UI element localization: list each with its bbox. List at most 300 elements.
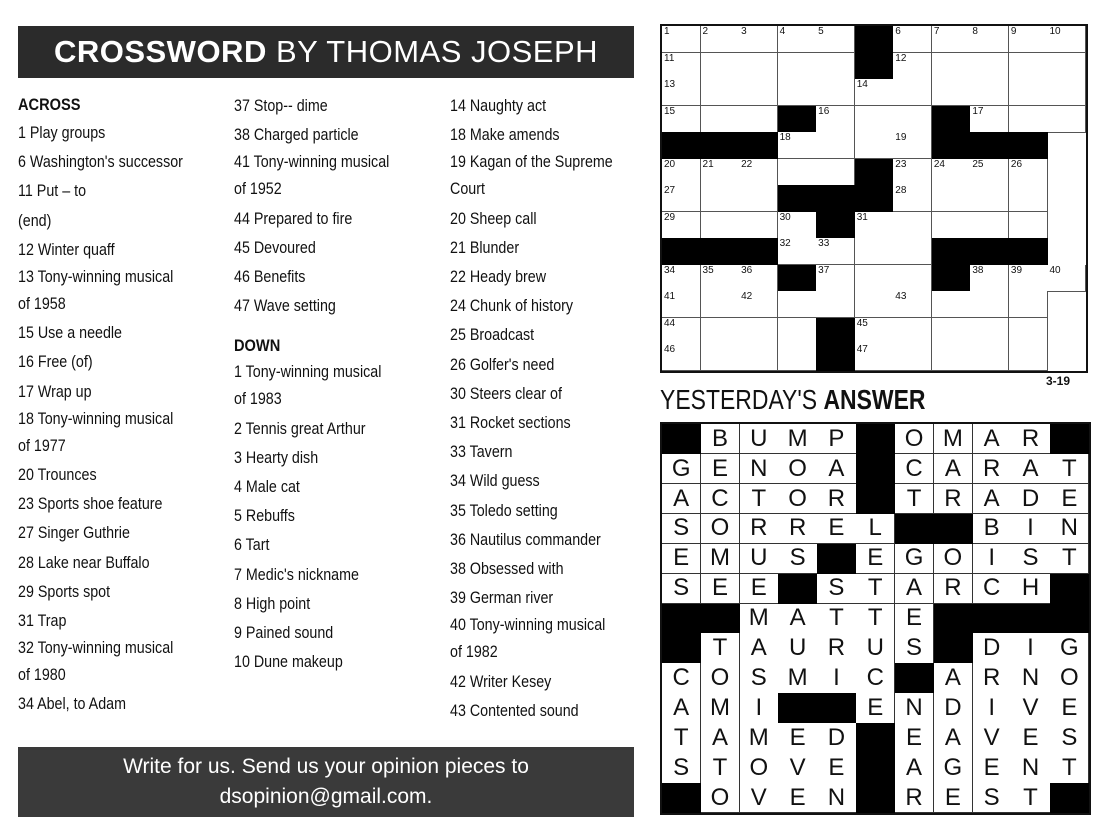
clue-item: 5 Rebuffs [234, 506, 295, 526]
answer-black-square [778, 693, 817, 723]
answer-cell: S [973, 783, 1012, 813]
grid-cell [932, 344, 971, 371]
grid-black-square [701, 238, 740, 265]
answer-cell: M [740, 604, 779, 634]
grid-cell [1047, 53, 1086, 80]
grid-cell [970, 212, 1009, 239]
grid-black-square [970, 132, 1009, 159]
answer-cell: N [1011, 753, 1050, 783]
clue-item: 42 Writer Kesey [450, 671, 552, 691]
answer-black-square [1050, 604, 1089, 634]
grid-black-square [739, 238, 778, 265]
clue-item: Court [450, 179, 485, 199]
grid-black-square [932, 132, 971, 159]
answer-cell: M [934, 424, 973, 454]
grid-black-square [855, 185, 894, 212]
grid-cell [701, 159, 740, 186]
answer-cell: R [817, 484, 856, 514]
grid-cell [1009, 79, 1048, 106]
grid-cell [662, 212, 701, 239]
answer-cell: S [662, 514, 701, 544]
title-rest: BY THOMAS JOSEPH [266, 34, 599, 69]
grid-cell [893, 79, 932, 106]
answer-cell: S [895, 633, 934, 663]
cell-number: 13 [664, 79, 676, 91]
grid-black-square [778, 185, 817, 212]
grid-cell [701, 185, 740, 212]
cell-number: 46 [664, 344, 676, 356]
cell-number: 45 [856, 317, 868, 329]
answer-cell: G [895, 544, 934, 574]
clue-item: of 1958 [18, 294, 66, 314]
cell-number: 4 [779, 26, 786, 37]
answer-title-bold: ANSWER [823, 384, 926, 415]
answer-cell: O [895, 424, 934, 454]
clue-item: 7 Medic's nickname [234, 564, 359, 584]
clue-item: 25 Broadcast [450, 325, 535, 345]
answer-black-square [1011, 604, 1050, 634]
answer-black-square [856, 723, 895, 753]
answer-cell: R [934, 484, 973, 514]
answer-cell: R [778, 514, 817, 544]
answer-cell: R [1011, 424, 1050, 454]
answer-cell: E [701, 574, 740, 604]
grid-cell [970, 79, 1009, 106]
grid-black-square [855, 159, 894, 186]
clue-item: 28 Lake near Buffalo [18, 552, 150, 572]
clue-item: 20 Sheep call [450, 208, 537, 228]
clue-item: 14 Naughty act [450, 96, 547, 115]
cell-number: 26 [1010, 158, 1023, 170]
grid-cell [662, 159, 701, 186]
grid-cell [893, 26, 932, 53]
grid-cell [739, 79, 778, 106]
grid-black-square [932, 238, 971, 265]
grid-cell [662, 265, 701, 292]
answer-cell: O [701, 783, 740, 813]
cell-number: 24 [933, 158, 945, 170]
clue-item: 12 Winter quaff [18, 239, 115, 259]
grid-cell [778, 132, 817, 159]
grid-cell [778, 159, 817, 186]
cell-number: 43 [895, 291, 907, 303]
grid-cell [893, 265, 932, 292]
answer-black-square [934, 604, 973, 634]
grid-cell [662, 185, 701, 212]
answer-cell: R [817, 633, 856, 663]
footer-line-2: dsopinion@gmail.com. [219, 785, 433, 808]
clue-item: 31 Rocket sections [450, 413, 571, 433]
grid-cell [855, 291, 894, 318]
grid-cell [778, 291, 817, 318]
grid-black-square [701, 132, 740, 159]
clue-item: 30 Steers clear of [450, 383, 562, 403]
clue-item: 44 Prepared to fire [234, 208, 353, 228]
answer-cell: E [778, 723, 817, 753]
clue-item: 2 Tennis great Arthur [234, 418, 366, 438]
grid-cell [662, 106, 701, 133]
answer-cell: T [817, 604, 856, 634]
clue-item: 38 Charged particle [234, 125, 359, 145]
clue-item: 19 Kagan of the Supreme [450, 152, 613, 172]
grid-cell [701, 318, 740, 345]
grid-cell [701, 79, 740, 106]
answer-cell: O [701, 663, 740, 693]
answer-cell: V [740, 783, 779, 813]
grid-cell [1047, 79, 1086, 106]
grid-black-square [662, 132, 701, 159]
grid-cell [662, 344, 701, 371]
grid-cell [778, 318, 817, 345]
grid-black-square [778, 106, 817, 133]
clue-item: 18 Tony-winning musical [18, 408, 174, 428]
cell-number: 31 [856, 211, 868, 223]
grid-cell [1047, 265, 1086, 292]
grid-cell [893, 53, 932, 80]
clue-item: 6 Tart [234, 535, 270, 555]
cell-number: 42 [741, 291, 753, 303]
answer-cell: C [973, 574, 1012, 604]
grid-cell [893, 344, 932, 371]
answer-black-square [662, 424, 701, 454]
answer-cell: N [1050, 514, 1089, 544]
cell-number: 44 [664, 317, 676, 329]
footer-line-1: Write for us. Send us your opinion pieces to [123, 755, 529, 778]
answer-cell: A [934, 723, 973, 753]
grid-cell [816, 53, 855, 80]
grid-cell [1009, 291, 1048, 318]
answer-cell: A [662, 484, 701, 514]
answer-cell: I [817, 663, 856, 693]
grid-cell [739, 53, 778, 80]
cell-number: 9 [1010, 26, 1017, 37]
grid-cell [816, 291, 855, 318]
answer-cell: R [973, 454, 1012, 484]
answer-cell: T [856, 574, 895, 604]
clue-item: 4 Male cat [234, 477, 300, 497]
answer-cell: A [895, 574, 934, 604]
grid-cell [739, 344, 778, 371]
answer-cell: G [1050, 633, 1089, 663]
answer-cell: E [817, 753, 856, 783]
cell-number: 18 [779, 132, 791, 144]
grid-cell [778, 344, 817, 371]
answer-title [660, 384, 926, 416]
answer-cell: R [895, 783, 934, 813]
cell-number: 19 [895, 132, 907, 144]
clue-item: 15 Use a needle [18, 323, 123, 343]
clue-item: 41 Tony-winning musical [234, 152, 390, 172]
grid-cell [778, 79, 817, 106]
clue-item: 17 Wrap up [18, 381, 92, 401]
answer-cell: E [856, 544, 895, 574]
cell-number: 30 [779, 211, 791, 223]
answer-black-square [1050, 424, 1089, 454]
answer-cell: V [1011, 693, 1050, 723]
clue-item: 22 Heady brew [450, 267, 547, 287]
grid-cell [701, 53, 740, 80]
grid-cell [701, 106, 740, 133]
cell-number: 35 [702, 264, 714, 276]
grid-cell [893, 106, 932, 133]
puzzle-date: 3-19 [1046, 374, 1071, 388]
grid-cell [816, 159, 855, 186]
grid-cell [932, 26, 971, 53]
answer-cell: T [1050, 544, 1089, 574]
clue-item: 1 Play groups [18, 123, 106, 142]
grid-cell [1009, 26, 1048, 53]
clue-item: 26 Golfer's need [450, 354, 555, 374]
clue-item: 34 Abel, to Adam [18, 694, 126, 714]
clue-item: 10 Dune makeup [234, 652, 343, 672]
answer-cell: M [701, 693, 740, 723]
cell-number: 11 [664, 52, 675, 64]
grid-cell [970, 185, 1009, 212]
grid-cell [970, 291, 1009, 318]
answer-cell: E [778, 783, 817, 813]
grid-cell [1047, 26, 1086, 53]
cell-number: 39 [1010, 264, 1023, 276]
cell-number: 12 [895, 52, 907, 64]
grid-cell [855, 79, 894, 106]
grid-cell [855, 106, 894, 133]
answer-black-square [1050, 574, 1089, 604]
grid-cell [932, 212, 971, 239]
cell-number: 37 [818, 264, 830, 276]
clue-item: 38 Obsessed with [450, 559, 564, 579]
cell-number: 41 [664, 291, 676, 303]
answer-black-square [662, 783, 701, 813]
grid-cell [970, 106, 1009, 133]
clue-column-1 [18, 91, 214, 719]
answer-black-square [701, 604, 740, 634]
answer-cell: C [662, 663, 701, 693]
grid-black-square [662, 238, 701, 265]
grid-cell [701, 212, 740, 239]
answer-cell: T [740, 484, 779, 514]
answer-cell: S [740, 663, 779, 693]
grid-cell [739, 185, 778, 212]
clue-item: 47 Wave setting [234, 296, 336, 316]
answer-black-square [817, 693, 856, 723]
answer-cell: U [740, 424, 779, 454]
clue-item: 37 Stop-- dime [234, 96, 328, 115]
answer-black-square [934, 633, 973, 663]
answer-title-light: YESTERDAY'S [660, 384, 824, 415]
grid-black-square [816, 185, 855, 212]
clue-column-3 [450, 91, 644, 725]
grid-black-square [855, 53, 894, 80]
grid-cell [855, 344, 894, 371]
answer-cell: S [662, 753, 701, 783]
clue-item: 46 Benefits [234, 267, 306, 287]
answer-cell: B [973, 514, 1012, 544]
grid-black-square [816, 212, 855, 239]
clue-item: 6 Washington's successor [18, 152, 183, 172]
answer-cell: L [856, 514, 895, 544]
answer-cell: I [973, 544, 1012, 574]
cell-number: 32 [779, 238, 791, 250]
answer-cell: S [1050, 723, 1089, 753]
answer-cell: E [895, 604, 934, 634]
grid-cell [932, 53, 971, 80]
answer-black-square [662, 633, 701, 663]
cell-number: 3 [741, 26, 747, 37]
grid-cell [855, 212, 894, 239]
grid-cell [970, 344, 1009, 371]
grid-black-square [855, 26, 894, 53]
crossword-title-banner [18, 26, 634, 78]
grid-cell [739, 159, 778, 186]
answer-cell: E [856, 693, 895, 723]
grid-cell [701, 26, 740, 53]
answer-cell: T [1050, 753, 1089, 783]
cell-number: 21 [702, 158, 714, 170]
answer-cell: E [895, 723, 934, 753]
answer-cell: B [701, 424, 740, 454]
clue-item: 39 German river [450, 588, 554, 608]
grid-cell [893, 318, 932, 345]
answer-black-square [856, 484, 895, 514]
clue-item: 45 Devoured [234, 237, 316, 257]
answer-cell: T [662, 723, 701, 753]
answer-cell: M [778, 663, 817, 693]
answer-cell: T [1050, 454, 1089, 484]
grid-cell [778, 53, 817, 80]
answer-cell: M [740, 723, 779, 753]
answer-cell: S [662, 574, 701, 604]
cell-number: 34 [664, 264, 676, 276]
answer-cell: A [1011, 454, 1050, 484]
answer-cell: I [1011, 514, 1050, 544]
clue-item: 16 Free (of) [18, 352, 93, 372]
cell-number: 47 [856, 344, 868, 356]
answer-cell: I [1011, 633, 1050, 663]
grid-black-square [816, 344, 855, 371]
clue-item: 43 Contented sound [450, 700, 579, 720]
grid-cell [701, 265, 740, 292]
answer-black-square [1050, 783, 1089, 813]
answer-cell: T [895, 484, 934, 514]
answer-cell: C [895, 454, 934, 484]
answer-black-square [895, 514, 934, 544]
answer-cell: R [740, 514, 779, 544]
grid-cell [855, 132, 894, 159]
answer-cell: E [973, 753, 1012, 783]
grid-cell [932, 185, 971, 212]
clue-item: 29 Sports spot [18, 581, 111, 601]
clue-item: 11 Put – to [18, 181, 87, 201]
cell-number: 23 [895, 158, 907, 170]
cell-number: 8 [972, 26, 978, 37]
answer-cell: R [973, 663, 1012, 693]
clue-heading: DOWN [234, 336, 281, 356]
answer-cell: O [701, 514, 740, 544]
answer-black-square [778, 574, 817, 604]
cell-number: 16 [818, 105, 830, 117]
grid-cell [1009, 185, 1048, 212]
answer-cell: U [856, 633, 895, 663]
clue-item: 9 Pained sound [234, 623, 334, 643]
answer-black-square [856, 783, 895, 813]
answer-black-square [856, 424, 895, 454]
cell-number: 17 [972, 105, 984, 117]
grid-cell [855, 318, 894, 345]
grid-cell [855, 238, 894, 265]
answer-cell: A [817, 454, 856, 484]
grid-cell [970, 53, 1009, 80]
answer-cell: A [895, 753, 934, 783]
cell-number: 36 [741, 264, 753, 276]
answer-cell: N [895, 693, 934, 723]
footer-banner [18, 747, 634, 817]
answer-cell: A [662, 693, 701, 723]
grid-cell [778, 26, 817, 53]
answer-cell: E [1050, 693, 1089, 723]
cell-number: 5 [818, 26, 824, 37]
answer-cell: A [701, 723, 740, 753]
clue-item: 27 Singer Guthrie [18, 523, 130, 543]
clue-item: 3 Hearty dish [234, 447, 319, 467]
answer-cell: O [778, 484, 817, 514]
grid-cell [932, 291, 971, 318]
clue-item: 40 Tony-winning musical [450, 615, 606, 635]
cell-number: 27 [664, 185, 676, 197]
clue-item: of 1982 [450, 642, 498, 662]
answer-cell: O [778, 454, 817, 484]
grid-black-square [1009, 238, 1048, 265]
cell-number: 29 [664, 211, 676, 223]
grid-cell [970, 159, 1009, 186]
answer-cell: A [740, 633, 779, 663]
cell-number: 1 [664, 26, 670, 37]
cell-number: 7 [933, 26, 940, 37]
grid-cell [893, 238, 932, 265]
clue-column-2 [234, 91, 419, 676]
answer-cell: G [662, 454, 701, 484]
grid-cell [816, 79, 855, 106]
grid-cell [1009, 106, 1048, 133]
grid-cell [816, 132, 855, 159]
cell-number: 22 [741, 158, 753, 170]
cell-number: 25 [972, 158, 984, 170]
clue-item: 32 Tony-winning musical [18, 638, 174, 658]
answer-cell: E [662, 544, 701, 574]
answer-cell: S [778, 544, 817, 574]
answer-grid [660, 422, 1091, 815]
grid-cell [855, 265, 894, 292]
clue-item: 24 Chunk of history [450, 296, 574, 316]
answer-cell: P [817, 424, 856, 454]
clue-item: 34 Wild guess [450, 471, 540, 491]
grid-black-square [1009, 132, 1048, 159]
answer-cell: N [817, 783, 856, 813]
cell-number: 33 [818, 238, 830, 250]
cell-number: 28 [895, 185, 907, 197]
grid-black-square [778, 265, 817, 292]
answer-cell: D [973, 633, 1012, 663]
cell-number: 10 [1049, 26, 1061, 37]
clue-item: 20 Trounces [18, 465, 97, 485]
answer-cell: G [934, 753, 973, 783]
answer-cell: C [856, 663, 895, 693]
grid-cell [662, 291, 701, 318]
grid-cell [662, 53, 701, 80]
cell-number: 14 [856, 79, 868, 91]
grid-cell [893, 185, 932, 212]
answer-cell: M [778, 424, 817, 454]
grid-cell [701, 291, 740, 318]
